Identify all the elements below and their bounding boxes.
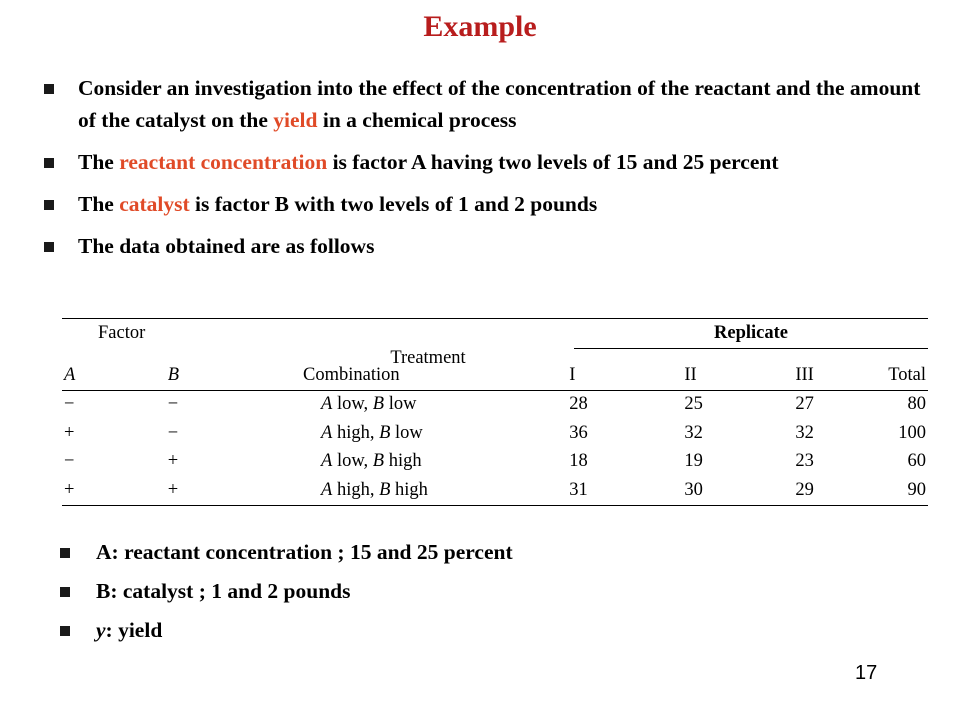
highlight-term: yield	[273, 108, 318, 132]
rep-col-header: III	[795, 361, 888, 390]
table-row: + − A high, B low 36 32 32 100	[64, 422, 926, 443]
summary-bullet: B: catalyst ; 1 and 2 pounds	[60, 576, 760, 606]
col-header-a: A	[62, 361, 120, 390]
treatment-header: Treatment	[390, 348, 466, 368]
intro-bullet	[44, 146, 934, 178]
highlight-term: catalyst	[119, 192, 190, 216]
summary-bullet: A: reactant concentration ; 15 and 25 percent	[60, 537, 760, 567]
bullet-text: The data obtained are as follows	[78, 234, 375, 258]
square-bullet-icon	[60, 587, 70, 597]
bullet-text: Consider an investigation into the effect of the concentration of the reactant and the amount of the catalyst on the yield in a chemical process	[78, 76, 921, 132]
intro-bullet	[44, 72, 934, 136]
replicate-header: Replicate	[574, 319, 928, 349]
combination-header: Combination	[269, 361, 549, 390]
rep-col-header: II	[680, 361, 795, 390]
intro-bullet	[44, 188, 934, 220]
square-bullet-icon	[44, 242, 54, 252]
bullet-text: The reactant concentration is factor A having two levels of 15 and 25 percent	[78, 150, 779, 174]
summary-bullet: y: yield	[60, 615, 760, 645]
data-table	[62, 318, 928, 506]
slide-title: Example	[423, 10, 537, 43]
table-row: − + A low, B high 18 19 23 60	[64, 451, 926, 472]
table-row: + + A high, B high 31 30 29 90	[62, 476, 928, 505]
page-number: 17	[855, 662, 878, 684]
square-bullet-icon	[44, 200, 54, 210]
square-bullet-icon	[44, 84, 54, 94]
square-bullet-icon	[60, 548, 70, 558]
rep-col-header: I	[549, 361, 680, 390]
table-row: − − A low, B low 28 25 27 80	[64, 394, 926, 415]
intro-bullet-list	[44, 72, 934, 272]
total-header: Total	[888, 361, 928, 390]
square-bullet-icon	[60, 626, 70, 636]
intro-bullet	[44, 230, 934, 262]
highlight-term: reactant concentration	[119, 150, 328, 174]
square-bullet-icon	[44, 158, 54, 168]
factor-header: Factor	[62, 319, 282, 349]
bullet-text: The catalyst is factor B with two levels of 1 and 2 pounds	[78, 192, 598, 216]
col-header-b: B	[120, 361, 269, 390]
summary-bullet-list	[60, 537, 760, 654]
